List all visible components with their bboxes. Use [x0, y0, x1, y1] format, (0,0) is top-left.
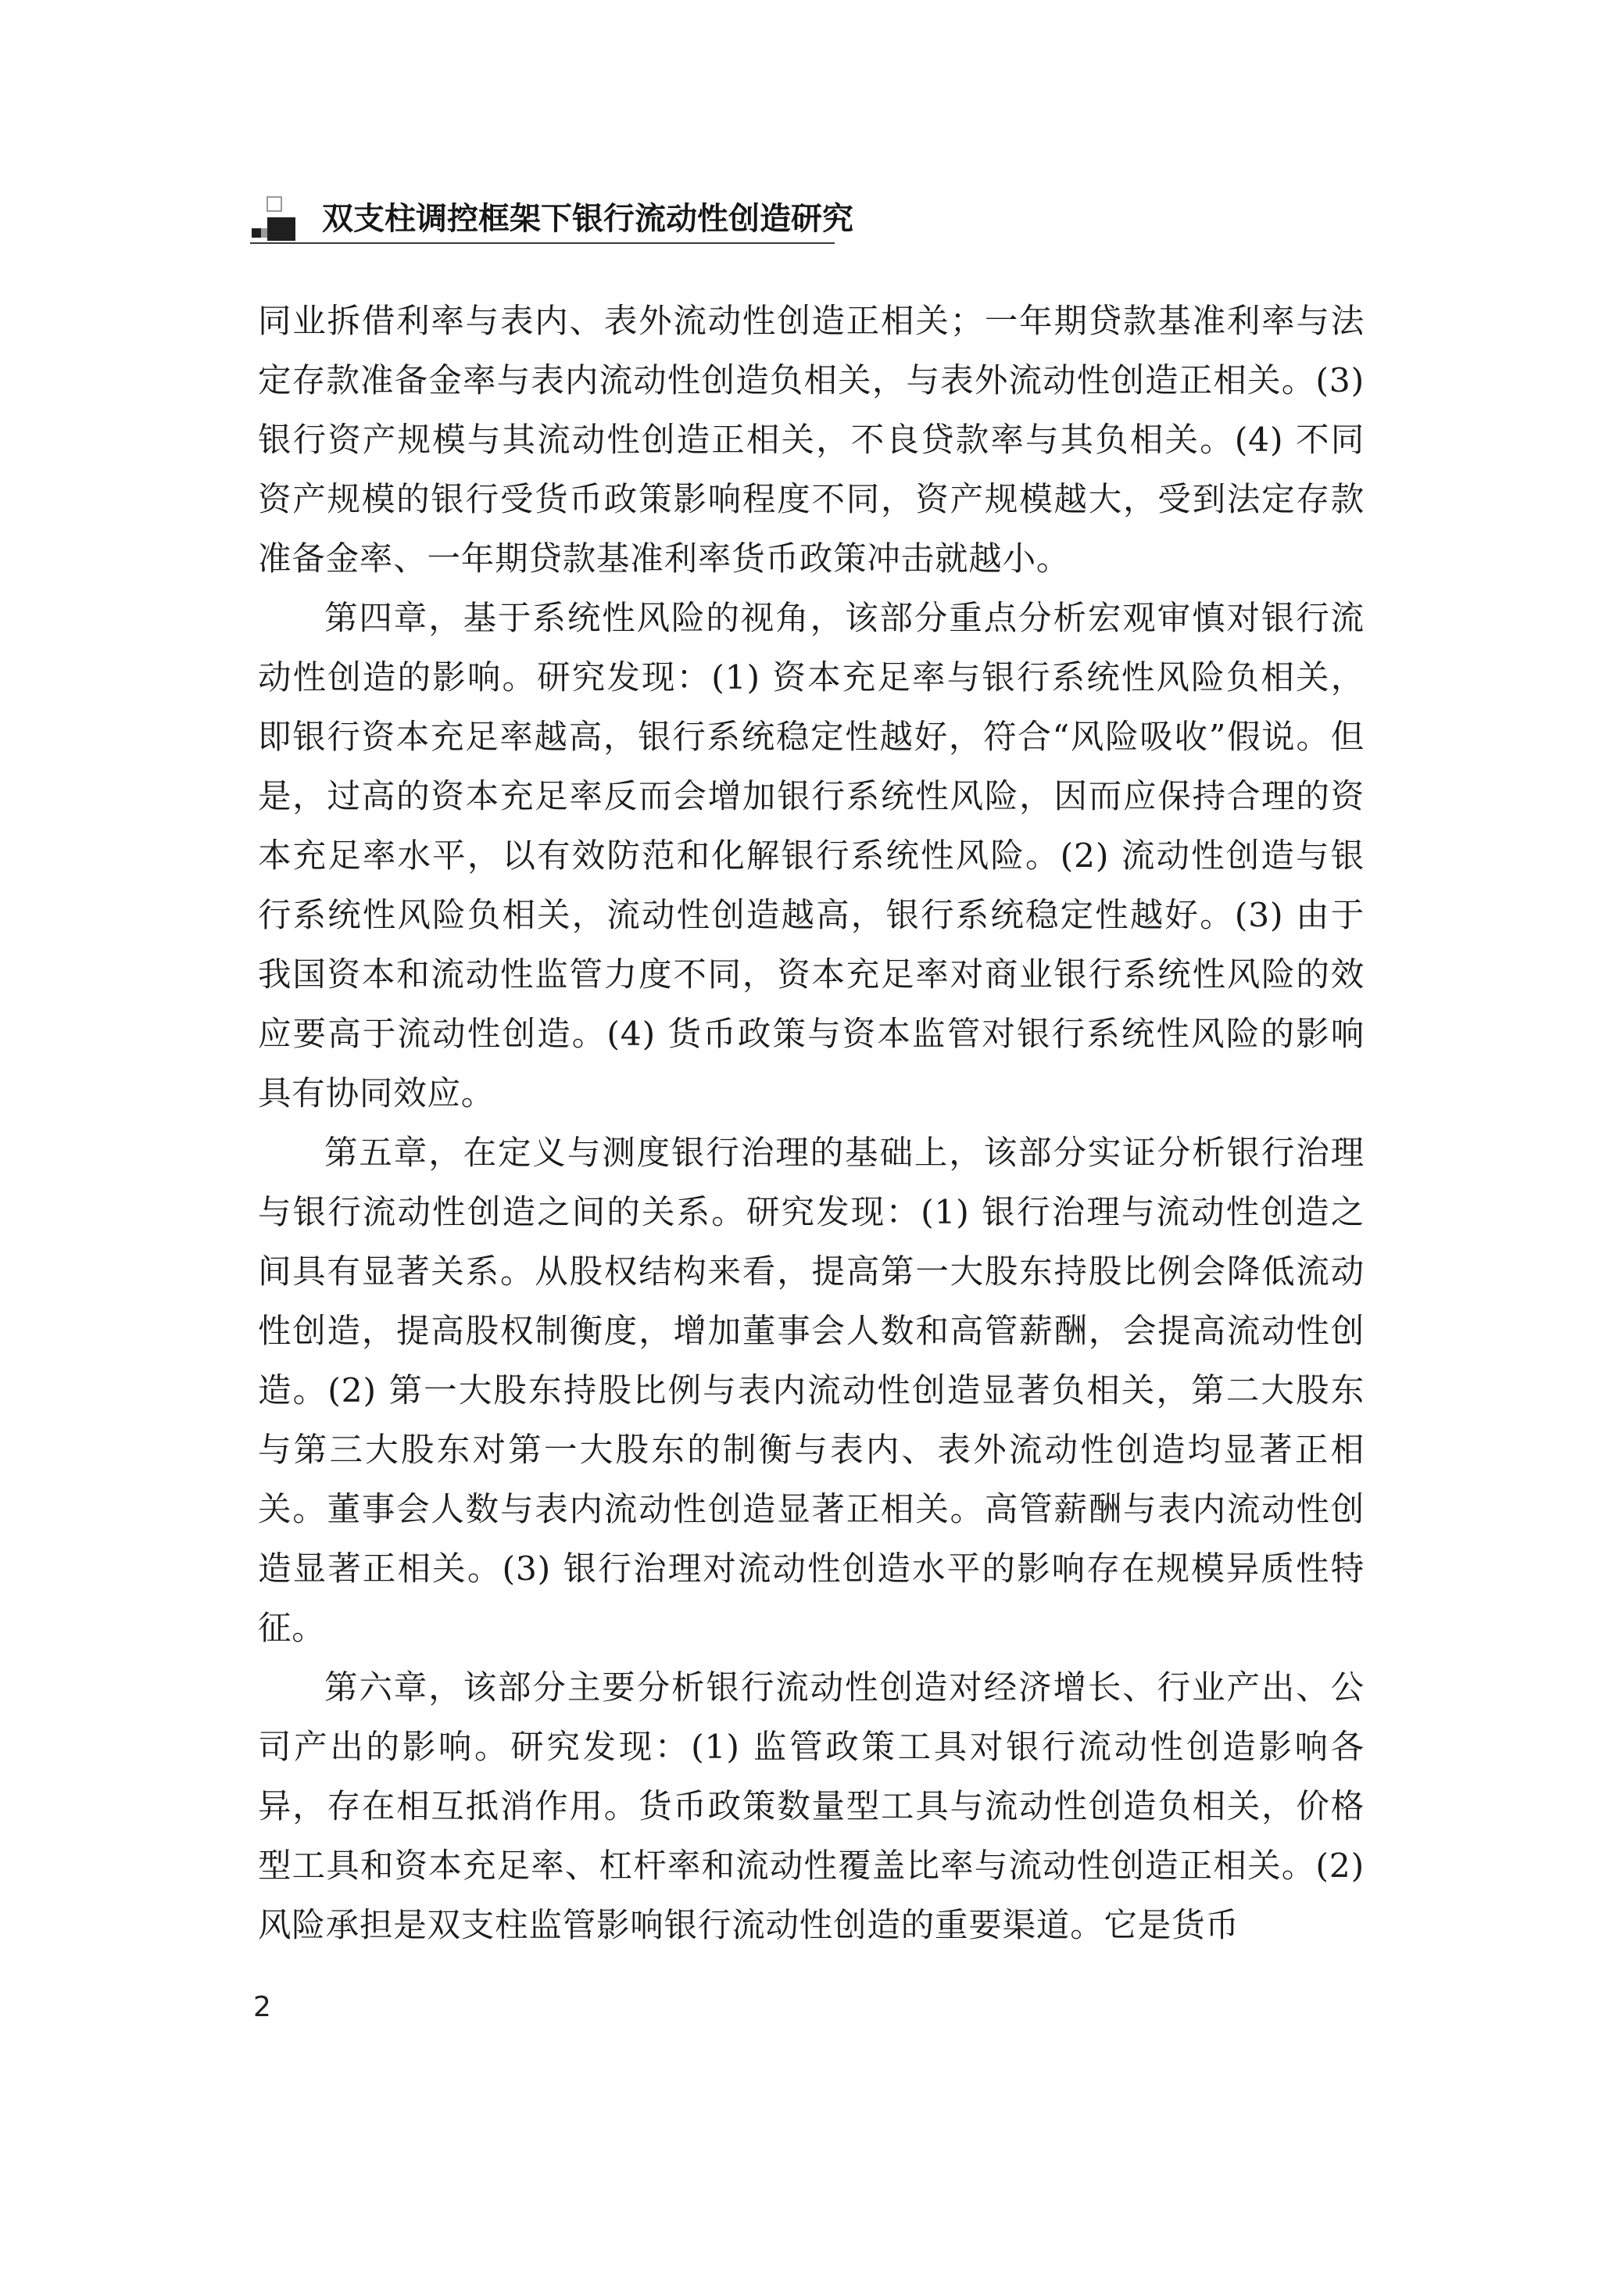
paragraph-chapter-4: 第四章，基于系统性风险的视角，该部分重点分析宏观审慎对银行流动性创造的影响。研究发现：(1) 资本充足率与银行系统性风险负相关，即银行资本充足率越高，银行系统稳定性越好，符合“风险吸收”假说。但是，过高的资本充足率反而会增加银行系统性风险，因而应保持合理的资本充足率水平，以有效防范和化解银行系统性风险。(2) 流动性创造与银行系统性风险负相关，流动性创造越高，银行系统稳定性越好。(3) 由于我国资本和流动性监管力度不同，资本充足率对商业银行系统性风险的效应要高于流动性创造。(4) 货币政策与资本监管对银行系统性风险的影响具有协同效应。	[258, 600, 1365, 1113]
paragraph-chapter-6: 第六章，该部分主要分析银行流动性创造对经济增长、行业产出、公司产出的影响。研究发现：(1) 监管政策工具对银行流动性创造影响各异，存在相互抵消作用。货币政策数量型工具与流动性创造负相关，价格型工具和资本充足率、杠杆率和流动性覆盖比率与流动性创造正相关。(2) 风险承担是双支柱监管影响银行流动性创造的重要渠道。它是货币	[258, 1669, 1365, 1945]
running-header	[250, 194, 853, 249]
header-rule	[250, 242, 835, 244]
book-title: 双支柱调控框架下银行流动性创造研究	[322, 201, 853, 237]
stacked-squares-icon	[250, 194, 305, 249]
paragraph-continuation: 同业拆借利率与表内、表外流动性创造正相关；一年期贷款基准利率与法定存款准备金率与表内流动性创造负相关，与表外流动性创造正相关。(3) 银行资产规模与其流动性创造正相关，不良贷款率与其负相关。(4) 不同资产规模的银行受货币政策影响程度不同，资产规模越大，受到法定存款准备金率、一年期贷款基准利率货币政策冲击就越小。	[258, 303, 1365, 578]
paragraph-chapter-5: 第五章，在定义与测度银行治理的基础上，该部分实证分析银行治理与银行流动性创造之间的关系。研究发现：(1) 银行治理与流动性创造之间具有显著关系。从股权结构来看，提高第一大股东持股比例会降低流动性创造，提高股权制衡度，增加董事会人数和高管薪酬，会提高流动性创造。(2) 第一大股东持股比例与表内流动性创造显著负相关，第二大股东与第三大股东对第一大股东的制衡与表内、表外流动性创造均显著正相关。董事会人数与表内流动性创造显著正相关。高管薪酬与表内流动性创造显著正相关。(3) 银行治理对流动性创造水平的影响存在规模异质性特征。	[258, 1134, 1365, 1648]
page-number: 2	[253, 1991, 271, 2023]
body-text	[258, 292, 1365, 1956]
